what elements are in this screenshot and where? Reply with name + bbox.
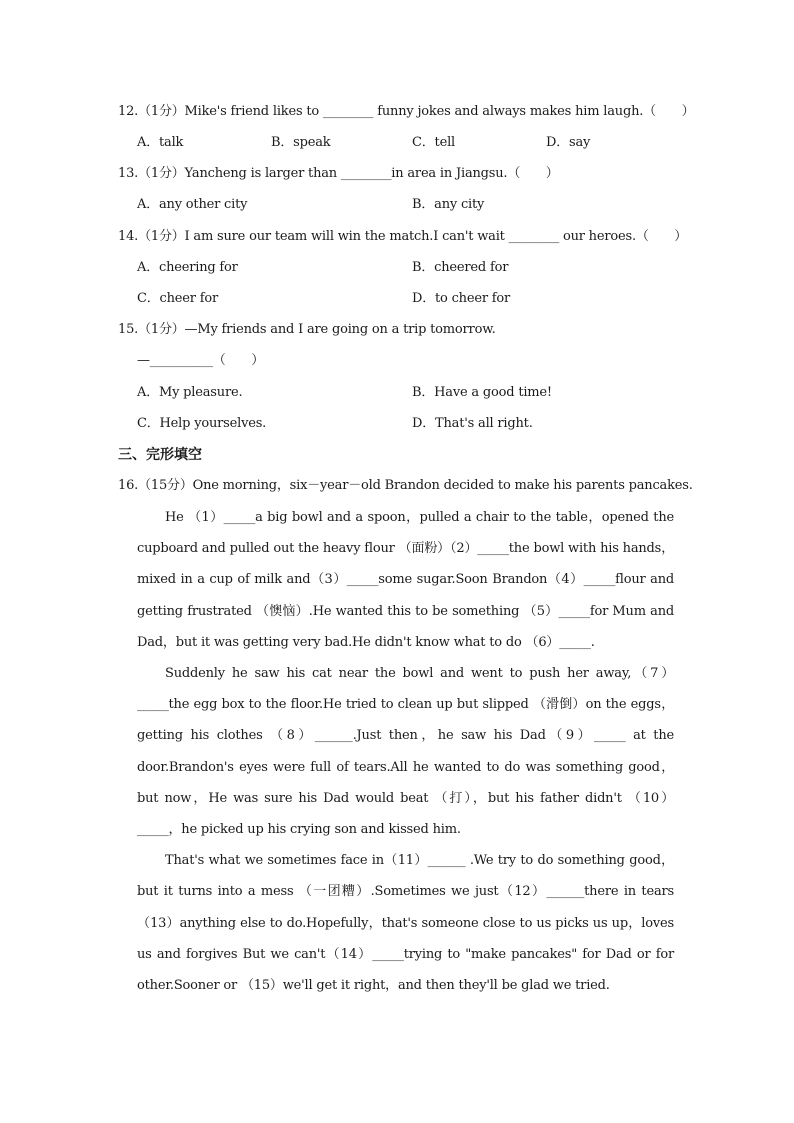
question-12-stem: 12.（1分）Mike's friend likes to ________ funny jokes and always makes him laugh.（ ）: [118, 104, 695, 119]
section-heading-cloze: 三、完形填空: [118, 447, 202, 463]
cloze-passage: [137, 502, 674, 1001]
question-13-option-a: A．any other city: [137, 197, 248, 212]
question-12-option-d: D．say: [546, 135, 591, 150]
question-12-option-b: B．speak: [271, 135, 331, 150]
question-15-option-d: D．That's all right.: [412, 416, 533, 431]
question-14-option-c: C．cheer for: [137, 291, 218, 306]
question-13-stem: 13.（1分）Yancheng is larger than ________in area in Jiangsu.（ ）: [118, 166, 559, 181]
question-15-reply-blank: —__________（ ）: [137, 353, 265, 368]
cloze-paragraph-2: Suddenly he saw his cat near the bowl and went to push her away,（7）_____the egg box to the floor.He tried to clean up but slipped （滑倒）on the eggs，getting his clothes （8）______.Just then，he saw his Dad（9）_____ at the door.Brandon's eyes were full of tears.All he wanted to do was something good，but now，He was sure his Dad would beat （打），but his father didn't （10）_____，he picked up his crying son and kissed him.: [137, 666, 674, 838]
question-16-stem: 16.（15分）One morning，six－year－old Brandon decided to make his parents pancakes.: [118, 478, 693, 493]
question-14-option-a: A．cheering for: [137, 260, 238, 275]
question-15-option-c: C．Help yourselves.: [137, 416, 267, 431]
question-13-option-b: B．any city: [412, 197, 485, 212]
question-12-option-c: C．tell: [412, 135, 455, 150]
question-14-stem: 14.（1分）I am sure our team will win the match.I can't wait ________ our heroes.（ ）: [118, 229, 688, 244]
question-14-option-b: B．cheered for: [412, 260, 509, 275]
question-14-option-d: D．to cheer for: [412, 291, 511, 306]
question-12-option-a: A．talk: [137, 135, 184, 150]
question-15-option-a: A．My pleasure.: [137, 385, 243, 400]
question-15-option-b: B．Have a good time!: [412, 385, 552, 400]
cloze-paragraph-1: He （1）_____a big bowl and a spoon，pulled a chair to the table，opened the cupboard and pulled out the heavy flour （面粉）（2）_____the bowl with his hands，mixed in a cup of milk and（3）_____some sugar.Soon Brandon（4）_____flour and getting frustrated （懊恼）.He wanted this to be something （5）_____for Mum and Dad，but it was getting very bad.He didn't know what to do （6）_____.: [137, 510, 674, 650]
question-15-stem: 15.（1分）—My friends and I are going on a trip tomorrow.: [118, 322, 496, 337]
cloze-paragraph-3: That's what we sometimes face in（11）______ .We try to do something good，but it turns into a mess （一团糟）.Sometimes we just（12）______there in tears（13）anything else to do.Hopefully，that's someone close to us picks us up，loves us and forgives But we can't（14）_____trying to "make pancakes" for Dad or for other.Sooner or （15）we'll get it right，and then they'll be glad we tried.: [137, 853, 674, 994]
